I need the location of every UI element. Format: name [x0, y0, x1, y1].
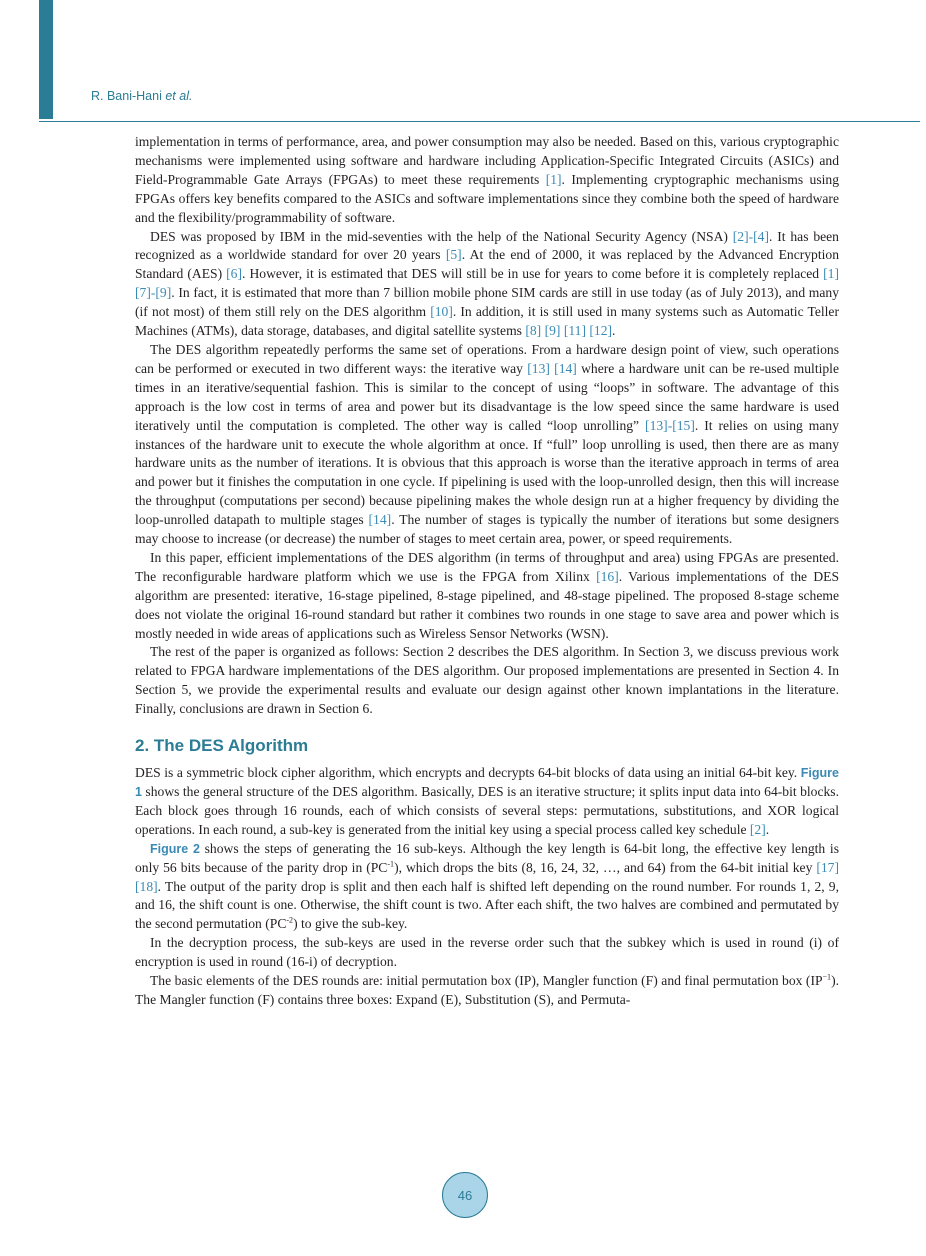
citation-link[interactable]: [2] — [749, 821, 766, 837]
citation-link[interactable]: [8] [9] [11] [12] — [525, 323, 613, 339]
figure-link[interactable]: Figure 1 — [135, 766, 839, 799]
citation-link[interactable]: [17] [18] — [135, 859, 839, 894]
paragraph-5: The rest of the paper is organized as follows: Section 2 describes the DES algorithm. In Section 3, we discuss previous work related to FPGA hardware implementations of the DES algorithm. Our proposed implementations are presented in Section 4. In Section 5, we provide the experimental results and evaluate our design against other known implantations in the literature. Finally, conclusions are drawn in Section 6. — [135, 644, 839, 717]
citation-link[interactable]: [2]-[4] — [732, 228, 769, 244]
citation-link[interactable]: [6] — [226, 266, 243, 282]
citation-link[interactable]: [16] — [596, 568, 619, 584]
citation-link[interactable]: [13] [14] — [527, 360, 577, 376]
paragraph-4: In this paper, efficient implementations of the DES algorithm (in terms of throughput and area) using FPGAs are presented. The reconfigurable hardware platform which we use is the FPGA from Xilinx [16]. Various implementations of the DES algorithm are presented: iterative, 16-stage pipelined, 8-stage pipelined, and 48-stage pipelined. The proposed 8-stage scheme does not violate the original 16-round standard but rather it combines two rounds in one stage to save area and power which is mostly needed in wide areas of applications such as Wireless Sensor Networks (WSN). — [135, 549, 840, 641]
citation-link[interactable]: [5] — [445, 247, 462, 263]
citation-link[interactable]: [13]-[15] — [645, 417, 695, 433]
page-number-badge: 46 — [442, 1172, 488, 1218]
header-divider — [39, 121, 920, 122]
running-header-author: R. Bani-Hani et al. — [91, 89, 193, 103]
section-heading: 2. The DES Algorithm — [135, 736, 309, 756]
citation-link[interactable]: [10] — [430, 304, 453, 320]
paragraph-2: DES was proposed by IBM in the mid-seventies with the help of the National Security Agency (NSA) [2]-[4]. It has been recognized as a worldwide standard for over 20 years [5]. At the end of 2000, it was replaced by the Advanced Encryption Standard (AES) [6]. However, it is estimated that DES will still be in use for years to come before it is completely replaced [1] [7]-[9]. In fact, it is estimated that more than 7 billion mobile phone SIM cards are still in use today (as of July 2013), and many (if not most) of them still rely on the DES algorithm [10]. In addition, it is still used in many systems such as Automatic Teller Machines (ATMs), data storage, databases, and digital satellite systems [8] [9] [11] [12]. — [135, 228, 840, 339]
paragraph-7: Figure 2 shows the steps of generating the 16 sub-keys. Although the key length is 64-bit long, the effective key length is only 56 bits because of the parity drop in $(PC^{-1})$, which drops the bits (8, 16, 24, 32, …, and 64) from the 64-bit initial key [17] [18]. The output of the parity drop is split and then each half is shifted left depending on the round number. For rounds 1, 2, 9, and 16, the shift count is one. Otherwise, the shift count is two. After each shift, the two halves are combined and permutated by the second permutation $(PC^{-2})$ to give the sub-key. — [135, 840, 839, 932]
paragraph-1: implementation in terms of performance, area, and power consumption may also be needed. Based on this, various cryptographic mechanisms were implemented using software and hardware including Application-Specific Integrated Circuits (ASICs) and Field-Programmable Gate Arrays (FPGAs) to meet these requirements [1]. Implementing cryptographic mechanisms using FPGAs offers key benefits compared to the ASICs and software implementations since they combine both the speed of hardware and the flexibility/programmability of software. — [135, 134, 839, 225]
citation-link[interactable]: [1] [7]-[9] — [135, 266, 840, 301]
paragraph-9: The basic elements of the DES rounds are: initial permutation box (IP), Mangler function (F) and final permutation box $(IP^{-1})$. The Mangler function (F) contains three boxes: Expand (E), Substitution (S), and Permuta- — [135, 972, 839, 1007]
figure-link[interactable]: Figure 2 — [150, 841, 200, 856]
article-body — [135, 133, 839, 1010]
citation-link[interactable]: [1] — [545, 171, 562, 187]
author-suffix: et al. — [165, 89, 193, 103]
citation-link[interactable]: [14] — [368, 512, 392, 528]
paragraph-3: The DES algorithm repeatedly performs the same set of operations. From a hardware design point of view, such operations can be performed or executed in two different ways: the iterative way [13] [14] where a hardware unit can be re-used multiple times in an iterative/sequential fashion. This is similar to the concept of using “loops” in software. The advantage of this approach is the low cost in terms of area and power but its disadvantage is the low speed since the same hardware is used iteratively until the computation is completed. The other way is called “loop unrolling” [13]-[15]. It relies on using many instances of the hardware unit to execute the whole algorithm at once. If “full” loop unrolling is used, then there are as many hardware units as the number of iterations. It is obvious that this approach is worse than the iterative approach in terms of area and power but it finishes the computation in one cycle. If pipelining is used with the loop-unrolled design, then this will increase the throughput (computations per second) because pipelining makes the whole design run at a higher frequency by dividing the loop-unrolled datapath to multiple stages [14]. The number of stages is typically the number of iterations but some designers may choose to increase (or decrease) the number of stages to meet certain area, power, or speed requirements. — [135, 341, 839, 547]
header-accent-bar — [39, 0, 53, 119]
paragraph-6: DES is a symmetric block cipher algorithm, which encrypts and decrypts 64-bit blocks of data using an initial 64-bit key. Figure 1 shows the general structure of the DES algorithm. Basically, DES is an iterative structure; it splits input data into 64-bit blocks. Each block goes through 16 rounds, each of which consists of several steps: permutations, substitutions, and XOR logical operations. In each round, a sub-key is generated from the initial key using a special process called key schedule [2]. — [135, 765, 839, 837]
paragraph-8: In the decryption process, the sub-keys are used in the reverse order such that the subkey which is used in round (i) of encryption is used in round (16-i) of decryption. — [135, 935, 839, 970]
